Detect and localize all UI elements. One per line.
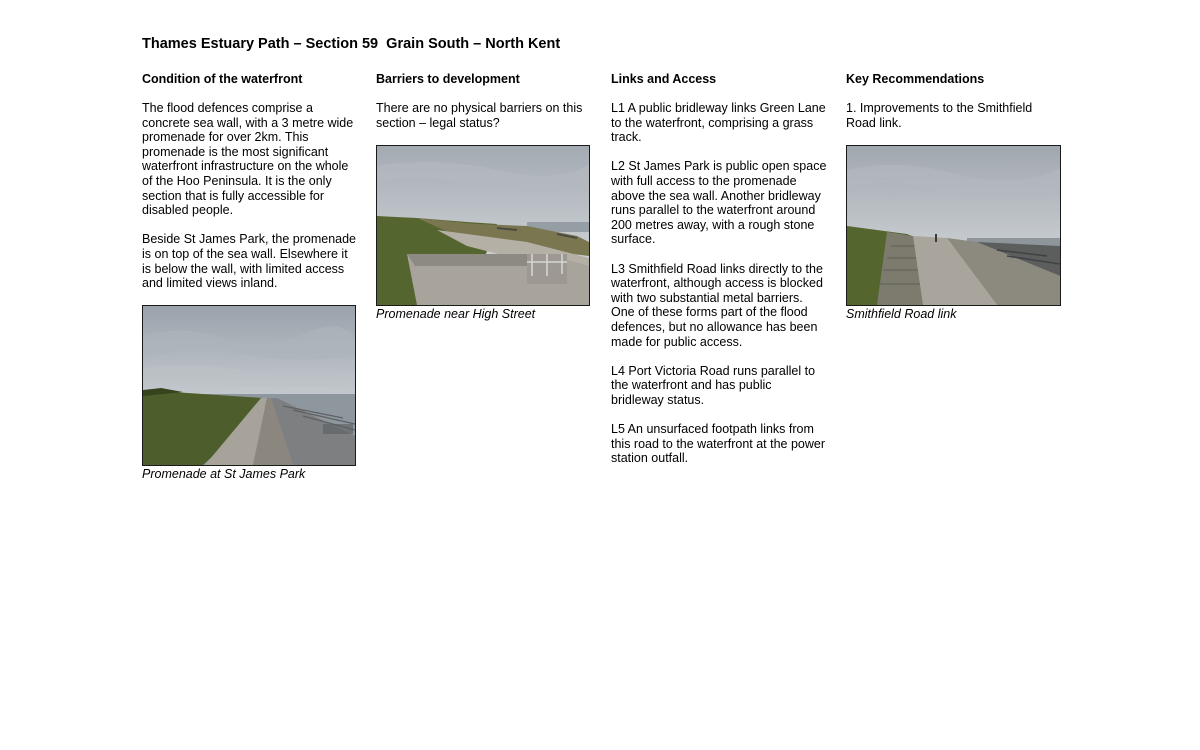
photo-promenade-st-james-park xyxy=(142,305,356,466)
photo-caption: Promenade at St James Park xyxy=(142,467,306,482)
paragraph-l2: L2 St James Park is public open space with full access to the promenade above the sea wall. Another bridleway runs parallel to the waterfront around 200 metres away, with a rough stone surface. xyxy=(611,159,827,247)
photo-caption: Smithfield Road link xyxy=(846,306,957,321)
photo-caption: Promenade near High Street xyxy=(376,307,536,322)
heading-links: Links and Access xyxy=(611,72,717,86)
column-barriers xyxy=(376,72,592,322)
column-links xyxy=(611,72,827,480)
paragraph-l1: L1 A public bridleway links Green Lane to the waterfront, comprising a grass track. xyxy=(611,101,826,145)
paragraph-l3: L3 Smithfield Road links directly to the waterfront, although access is blocked with two substantial metal barriers. One of these forms part of the flood defences, but no allowance has been made for public access. xyxy=(611,261,823,349)
page-title: Thames Estuary Path – Section 59 Grain South – North Kent xyxy=(142,36,561,52)
heading-condition: Condition of the waterfront xyxy=(142,72,303,86)
paragraph: 1. Improvements to the Smithfield Road link. xyxy=(846,101,1033,130)
paragraph: The flood defences comprise a concrete sea wall, with a 3 metre wide promenade for over 2km. This promenade is the most significant waterfront infrastructure on the whole of the Hoo Peninsula. It is the only section that is fully accessible for disabled people. xyxy=(142,101,354,218)
paragraph: There are no physical barriers on this section – legal status? xyxy=(376,101,583,130)
heading-barriers: Barriers to development xyxy=(376,72,520,86)
photo-smithfield-road-link xyxy=(846,145,1061,306)
paragraph-l5: L5 An unsurfaced footpath links from this road to the waterfront at the power station outfall. xyxy=(611,422,826,466)
column-recommendations xyxy=(846,72,1062,322)
photo-promenade-high-street xyxy=(376,145,590,306)
heading-recommendations: Key Recommendations xyxy=(846,72,985,86)
paragraph: Beside St James Park, the promenade is on top of the sea wall. Elsewhere it is below the wall, with limited access and limited views inland. xyxy=(142,232,357,291)
paragraph-l4: L4 Port Victoria Road runs parallel to the waterfront and has public bridleway status. xyxy=(611,363,816,407)
column-condition xyxy=(142,72,358,482)
